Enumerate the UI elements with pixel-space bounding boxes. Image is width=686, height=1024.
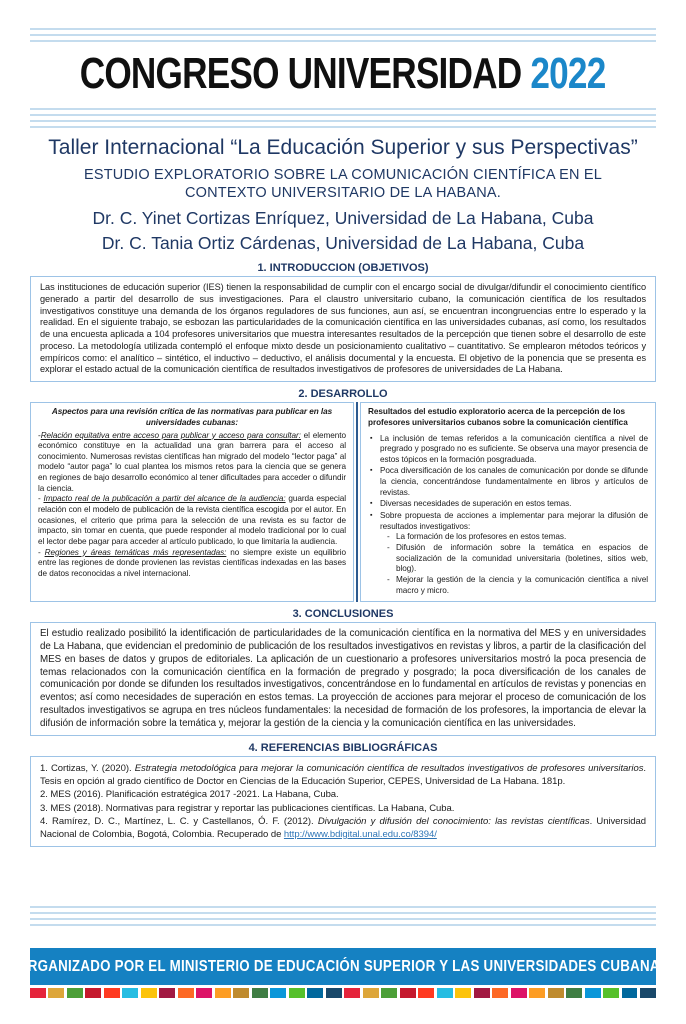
organizer-banner (17, 948, 669, 985)
congress-header (0, 49, 686, 98)
sdg-color-square (603, 988, 619, 998)
reference-link[interactable]: http://www.bdigital.unal.edu.co/8394/ (283, 828, 437, 840)
sdg-color-square (400, 988, 416, 998)
bullet-item: ▪ La inclusión de temas referidos a la comunicación científica a nivel de pregrado y posgrado no es suficiente. Se observa una mayor presencia de estos tópicos en la formación posgraduada. (380, 434, 648, 466)
reference-item: 2. MES (2016). Planificación estratégica 2017 -2021. La Habana, Cuba. (40, 789, 339, 801)
sdg-color-square (67, 988, 83, 998)
header-divider-lines (30, 108, 656, 128)
bullet-item: ▪ Sobre propuesta de acciones a implementar para mejorar la difusión de resultados investigativos: - La formación de los profesores en estos temas. - Difusión de información sobre la temática en espacios de socialización de la comunidad universitaria (boletines, sitios web, blog). - Mejorar la gestión de la ciencia y la comunicación científica a nivel macro y micro. (380, 511, 648, 596)
left-item-1-lead: Relación equitativa entre acceso para publicar y acceso para consultar: (40, 430, 301, 440)
intro-body: Las instituciones de educación superior (IES) tienen la responsabilidad de cumplir con el encargo social de divulgar/difundir el conocimiento científico generado a partir del desarrollo de sus investigaciones. Para el claustro universitario cubano, la comunicación científica de los resultados investigativos constituye una demanda de los órganos reguladores de sus funciones, aun así, se encuentran incongruencias entre lo esperado y la realidad. En el siguiente trabajo, se esbozan las particularidades de la comunicación científica en las universidades cubanas, así como, los resultados de una encuesta aplicada a 104 profesores universitarios que muestra interesantes resultados de la percepción que tienen sobre el desarrollo de este proceso. La metodología utilizada contempló el enfoque mixto desde un posicionamiento cualitativo – cuantitativo. Se emplearon métodos teóricos y empíricos como: el analítico – sintético, el inductivo – deductivo, el análisis documental y la encuesta. El objetivo de la ponencia que se presenta es explorar el estado actual de la comunicación científica de resultados investigativos de profesores de universidades de La Habana. (40, 282, 646, 375)
left-item-2-lead: Impacto real de la publicación a partir del alcance de la audiencia: (43, 494, 286, 504)
column-divider (356, 402, 358, 602)
bullet-item: ▪ Poca diversificación de los canales de comunicación por donde se difunde la ciencia, concentrándose fundamentalmente en libros y artículos de revistas. (380, 466, 648, 498)
section-heading-intro: 1. INTRODUCCION (OBJETIVOS) (257, 262, 429, 275)
sdg-color-square (622, 988, 638, 998)
sdg-color-square (344, 988, 360, 998)
sdg-color-square (122, 988, 138, 998)
sub-item: - Mejorar la gestión de la ciencia y la comunicación científica a nivel macro y micro. (396, 575, 648, 596)
sdg-color-square (270, 988, 286, 998)
organizer-banner-text: ORGANIZADO POR EL MINISTERIO DE EDUCACIÓN SUPERIOR Y LAS UNIVERSIDADES CUBANAS (17, 957, 669, 975)
sdg-color-square (178, 988, 194, 998)
sdg-color-square (30, 988, 46, 998)
bottom-divider-lines (30, 906, 656, 926)
sdg-color-strip (30, 988, 656, 998)
sdg-color-square (48, 988, 64, 998)
actions-sub-list (380, 532, 648, 596)
conclusions-body: El estudio realizado posibilitó la identificación de particularidades de la comunicación científica en la normativa del MES y en universidades de La Habana, que evidencian el predominio de publicación de los resultados investigativos en revistas y libros, a partir de la clasificación del MES en bases de datos y grupos de editoriales. La aplicación de un cuestionario a profesores universitarios mostró la poca presencia de temas relacionados con la comunicación científica en la formación de pregrado y posgrado; la poca diversificación de los canales de comunicación por donde se difunden los resultados investigativos, concentrándose en lo fundamental en artículos de revistas y ponencias en eventos; así como necesidades de superación en estos temas. La proyección de acciones para mejorar el proceso de comunicación de los resultados investigativos se agrupa en tres núcleos fundamentales: la necesidad de formación de los profesores, la importancia de elevar la difusión de información sobre la temática y, mejorar la gestión de la ciencia y la comunicación científica en las universidades. (40, 628, 646, 729)
sdg-color-square (196, 988, 212, 998)
left-item-3: - Regiones y áreas temáticas más representadas: no siempre existe un equilibrio entre las regiones de donde provienen las revistas científicas indexadas en las bases de datos reconocidas a nivel internacional. (38, 547, 346, 579)
sdg-color-square (548, 988, 564, 998)
sdg-color-square (437, 988, 453, 998)
sdg-color-square (85, 988, 101, 998)
left-item-3-lead: Regiones y áreas temáticas más representadas: (44, 547, 227, 557)
left-item-1-text: el elemento económico constituye en la actualidad una gran barrera para el acceso al conocimiento. Numerosas revistas científicas han migrado del modelo “lector paga” al modelo “autor paga” lo cual plantea los mismos retos para la ciencia que se genera en regiones de bajo desarrollo económico al tener dificultades para acceder o difundir la ciencia. (38, 430, 346, 493)
intro-box (30, 276, 656, 382)
author-2: Dr. C. Tania Ortiz Cárdenas, Universidad de La Habana, Cuba (101, 233, 585, 254)
congress-title: CONGRESO UNIVERSIDAD (80, 49, 522, 98)
author-1: Dr. C. Yinet Cortizas Enríquez, Universidad de La Habana, Cuba (92, 208, 594, 229)
left-item-2-text: guarda especial relación con el modelo de publicación de la revista científica escogida por el autor. En ocasiones, el criterio que prima para la selección de una revista es su factor de impacto, sin tomar en cuenta, que puede responder al modelo tradicional por lo cual el lector debe pagar para acceder al artículo publicado, lo que limitaría la audiencia. (38, 494, 346, 547)
desarrollo-columns (30, 402, 656, 602)
congress-year: 2022 (530, 49, 606, 98)
reference-item: 4. Ramírez, D. C., Martínez, L. C. y Castellanos, Ó. F. (2012). Divulgación y difusión del conocimiento: las revistas científicas. Universidad Nacional de Colombia, Bogotá, Colombia. Recuperado de http://www.bdigital.unal.edu.co/8394/ (40, 815, 646, 840)
left-column-title: Aspectos para una revisión crítica de las normativas para publicar en las universidades cubanas: (51, 407, 333, 427)
sdg-color-square (474, 988, 490, 998)
sub-item: - Difusión de información sobre la temática en espacios de socialización de la comunidad universitaria (boletines, sitios web, blog). (396, 543, 648, 575)
section-heading-desarrollo: 2. DESARROLLO (298, 388, 388, 401)
sdg-color-square (492, 988, 508, 998)
sdg-color-square (307, 988, 323, 998)
footer (0, 906, 686, 998)
sdg-color-square (104, 988, 120, 998)
sdg-color-square (566, 988, 582, 998)
study-title-line2: CONTEXTO UNIVERSITARIO DE LA HABANA. (184, 185, 502, 202)
study-title-line1: ESTUDIO EXPLORATORIO SOBRE LA COMUNICACIÓN CIENTÍFICA EN EL (83, 167, 603, 184)
results-bullet-list (368, 434, 648, 597)
authors (0, 206, 686, 256)
left-item-3-text: no siempre existe un equilibrio entre las regiones de donde provienen las revistas científicas indexadas en las bases de datos reconocidas a nivel internacional. (38, 547, 346, 579)
top-divider-lines (30, 0, 656, 42)
sdg-color-square (511, 988, 527, 998)
sdg-color-square (326, 988, 342, 998)
desarrollo-right-column (360, 402, 656, 602)
section-heading-referencias: 4. REFERENCIAS BIBLIOGRÁFICAS (248, 742, 438, 755)
sdg-color-square (215, 988, 231, 998)
sdg-color-square (585, 988, 601, 998)
left-item-2: - Impacto real de la publicación a partir del alcance de la audiencia: guarda especial relación con el modelo de publicación de la revista científica escogida por el autor. En ocasiones, el criterio que prima para la selección de una revista es su factor de impacto, sin tomar en cuenta, que puede responder al modelo tradicional por lo cual el lector debe pagar para acceder al artículo publicado, lo que limitaría la audiencia. (38, 494, 346, 547)
sdg-color-square (252, 988, 268, 998)
right-column-title: Resultados del estudio exploratorio acerca de la percepción de los profesores universitarios cubanos sobre la comunicación científica (368, 407, 628, 427)
sdg-color-square (529, 988, 545, 998)
study-title (60, 166, 626, 202)
sdg-color-square (233, 988, 249, 998)
sdg-color-square (455, 988, 471, 998)
workshop-title: Taller Internacional “La Educación Superior y sus Perspectivas” (48, 136, 638, 159)
desarrollo-left-column (30, 402, 354, 602)
sdg-color-square (289, 988, 305, 998)
sdg-color-square (159, 988, 175, 998)
left-item-1: -Relación equitativa entre acceso para publicar y acceso para consultar: el elemento económico constituye en la actualidad una gran barrera para el acceso al conocimiento. Numerosas revistas científicas han migrado del modelo “lector paga” al modelo “autor paga” lo cual plantea los mismos retos para la ciencia que se genera en regiones de bajo desarrollo económico al tener dificultades para acceder o difundir la ciencia. (38, 430, 346, 493)
sdg-color-square (363, 988, 379, 998)
sdg-color-square (141, 988, 157, 998)
reference-item: 3. MES (2018). Normativas para registrar y reportar las publicaciones científicas. La Habana, Cuba. (40, 802, 455, 814)
sdg-color-square (381, 988, 397, 998)
sdg-color-square (640, 988, 656, 998)
section-heading-conclusiones: 3. CONCLUSIONES (292, 608, 394, 621)
references-box (30, 756, 656, 847)
sub-item: - La formación de los profesores en estos temas. (396, 532, 648, 543)
reference-item: 1. Cortizas, Y. (2020). Estrategia metodológica para mejorar la comunicación científica de resultados investigativos de profesores universitarios. Tesis en opción al grado científico de Doctor en Ciencias de la Educación Superior, CEPES, Universidad de La Habana. 181p. (40, 763, 646, 788)
bullet-item: ▪ Diversas necesidades de superación en estos temas. (380, 499, 648, 510)
conclusions-box (30, 622, 656, 736)
sdg-color-square (418, 988, 434, 998)
